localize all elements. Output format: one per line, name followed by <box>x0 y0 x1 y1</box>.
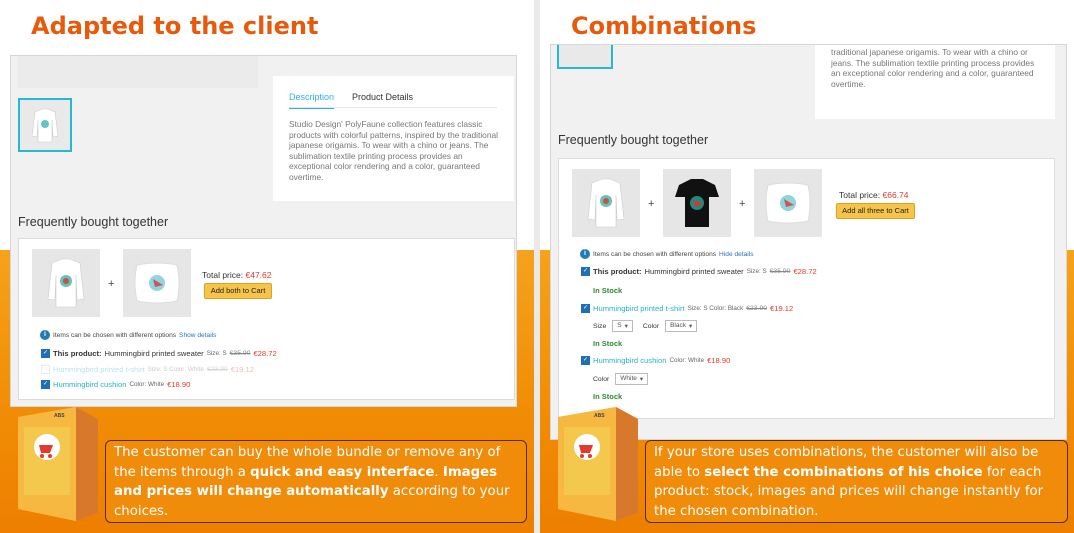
cushion-icon <box>754 169 822 237</box>
chevron-down-icon: ▾ <box>624 323 628 330</box>
item-attr: Color: White <box>129 381 165 388</box>
callout-text-part: according to your choices. <box>114 484 510 519</box>
color-label: Color <box>593 375 610 383</box>
sweater-icon <box>32 249 100 317</box>
plus-icon: + <box>108 278 115 290</box>
checkbox[interactable]: ✓ <box>582 305 589 311</box>
callout-text-part: The customer can buy the whole bundle or remove any of the items through a <box>114 445 501 480</box>
tab-product-details[interactable]: Product Details <box>352 92 414 102</box>
item-old-price: €35.90 <box>769 268 791 275</box>
sweater-icon <box>20 100 70 150</box>
product-box-icon <box>14 405 102 523</box>
product-box-icon <box>554 405 642 523</box>
in-stock-label: In Stock <box>593 339 623 348</box>
item-old-price: €35.90 <box>229 350 251 357</box>
plus-icon: + <box>739 198 746 210</box>
total-label: Total price: <box>202 270 244 280</box>
fbt-box <box>558 158 1055 419</box>
shop-screenshot-right <box>550 44 1067 440</box>
cushion-icon <box>123 249 191 317</box>
sweater-icon <box>572 169 640 237</box>
in-stock-label: In Stock <box>593 286 623 295</box>
bundle-item-tshirt <box>581 304 793 313</box>
item-new-price: €19.12 <box>230 365 254 374</box>
total-price <box>202 270 271 280</box>
fbt-title: Frequently bought together <box>18 215 169 229</box>
shop-screenshot-left <box>10 55 517 407</box>
info-text: Items can be chosen with different options <box>53 331 177 339</box>
plus-icon: + <box>648 198 655 210</box>
info-icon: i <box>40 330 50 340</box>
tshirt-icon <box>663 169 731 237</box>
bundle-item-cushion <box>581 356 730 365</box>
product-thumbnail[interactable] <box>18 98 72 152</box>
bundle-item-sweater <box>581 267 817 276</box>
item-name[interactable]: Hummingbird cushion <box>593 356 667 365</box>
item-attr: Color: White <box>669 357 705 364</box>
color-select[interactable] <box>665 320 697 332</box>
color-label: Color <box>642 322 660 330</box>
callout-text-part: If your store uses combinations, the customer will also be able to <box>654 445 1039 480</box>
checkbox[interactable]: ✓ <box>582 268 589 274</box>
fbt-box <box>18 238 515 400</box>
checkbox[interactable]: ✓ <box>42 381 49 387</box>
item-old-price: €23.90 <box>746 305 768 312</box>
item-name[interactable]: Hummingbird cushion <box>53 380 127 389</box>
add-to-cart-button[interactable]: Add both to Cart <box>204 283 272 299</box>
cushion-card[interactable] <box>123 249 191 317</box>
size-select[interactable] <box>612 320 633 332</box>
total-label: Total price: <box>839 190 881 200</box>
item-new-price: €19.12 <box>770 304 794 313</box>
callout-text-part: quick and easy interface <box>250 464 435 480</box>
in-stock-label: In Stock <box>593 392 623 401</box>
item-new-price: €18.90 <box>167 380 191 389</box>
callout-text-part: select the combinations of his choice <box>704 464 983 480</box>
item-new-price: €28.72 <box>253 349 277 358</box>
total-price <box>839 190 908 200</box>
bundle-item-sweater <box>41 349 277 358</box>
item-attr: Size: S <box>206 350 227 357</box>
sweater-card[interactable] <box>572 169 640 237</box>
tshirt-card[interactable] <box>663 169 731 237</box>
total-value: €66.74 <box>882 190 909 200</box>
size-value: S <box>617 322 622 329</box>
item-old-price: €23.90 <box>206 366 228 373</box>
box-label: ABS <box>594 413 605 419</box>
callout-text-part: for each product: stock, images and prices will change instantly for the chosen combination. <box>654 464 1044 519</box>
product-image <box>18 56 258 88</box>
hide-details-link[interactable]: Hide details <box>719 250 754 258</box>
item-attr: Size: S Color: Black <box>687 305 744 312</box>
checkbox[interactable] <box>41 365 50 374</box>
show-details-link[interactable]: Show details <box>179 331 217 339</box>
left-callout <box>105 440 527 523</box>
item-name[interactable]: Hummingbird printed sweater <box>644 267 744 276</box>
item-prefix: This product: <box>53 349 102 358</box>
item-new-price: €18.90 <box>707 356 731 365</box>
box-label: ABS <box>54 413 65 419</box>
chevron-down-icon: ▾ <box>689 323 693 330</box>
add-to-cart-button[interactable]: Add all three to Cart <box>836 203 915 219</box>
bundle-item-tshirt <box>41 365 254 374</box>
description-panel <box>273 76 514 201</box>
info-line <box>580 249 754 259</box>
description-text: traditional japanese origamis. To wear with a chino or jeans. The sublimation textile printing process provides an exceptional color rendering and a color, guaranteed overtime. <box>831 47 1035 89</box>
bundle-item-cushion <box>41 380 190 389</box>
info-text: Items can be chosen with different options <box>593 250 717 258</box>
info-icon: i <box>580 249 590 259</box>
fbt-title: Frequently bought together <box>558 133 709 147</box>
right-heading: Combinations <box>571 12 757 40</box>
item-attr: Size: S <box>746 268 767 275</box>
color-select[interactable] <box>615 373 648 385</box>
cushion-options <box>593 373 648 385</box>
description-text: Studio Design' PolyFaune collection features classic products with colorful patterns, inspired by the traditional japanese origamis. To wear with a chino or jeans. The sublimation textile printing process provides an exceptional color rendering and a color, guaranteed overtime. <box>289 119 499 182</box>
item-name[interactable]: Hummingbird printed t-shirt <box>593 304 685 313</box>
total-value: €47.62 <box>245 270 272 280</box>
left-panel <box>0 0 534 533</box>
right-panel <box>540 0 1074 533</box>
item-prefix: This product: <box>593 267 642 276</box>
right-callout <box>645 440 1068 523</box>
item-new-price: €28.72 <box>793 267 817 276</box>
item-name[interactable]: Hummingbird printed t-shirt <box>53 365 145 374</box>
checkbox[interactable]: ✓ <box>582 357 589 363</box>
item-name[interactable]: Hummingbird printed sweater <box>104 349 204 358</box>
description-panel <box>815 45 1055 119</box>
color-value: Black <box>670 322 686 329</box>
checkbox[interactable]: ✓ <box>42 350 49 356</box>
callout-text-part: Images and prices will change automatically <box>114 464 498 499</box>
size-label: Size <box>593 322 607 330</box>
item-attr: Size: S Color: White <box>147 366 204 373</box>
product-thumbnail[interactable] <box>557 45 613 69</box>
tshirt-options <box>593 320 697 332</box>
info-line <box>40 330 216 340</box>
cushion-card[interactable] <box>754 169 822 237</box>
tab-description[interactable]: Description <box>289 92 334 109</box>
color-value: White <box>620 375 637 382</box>
sweater-card[interactable] <box>32 249 100 317</box>
chevron-down-icon: ▾ <box>639 376 644 383</box>
callout-text-part: . <box>434 464 443 480</box>
left-heading: Adapted to the client <box>31 12 319 40</box>
